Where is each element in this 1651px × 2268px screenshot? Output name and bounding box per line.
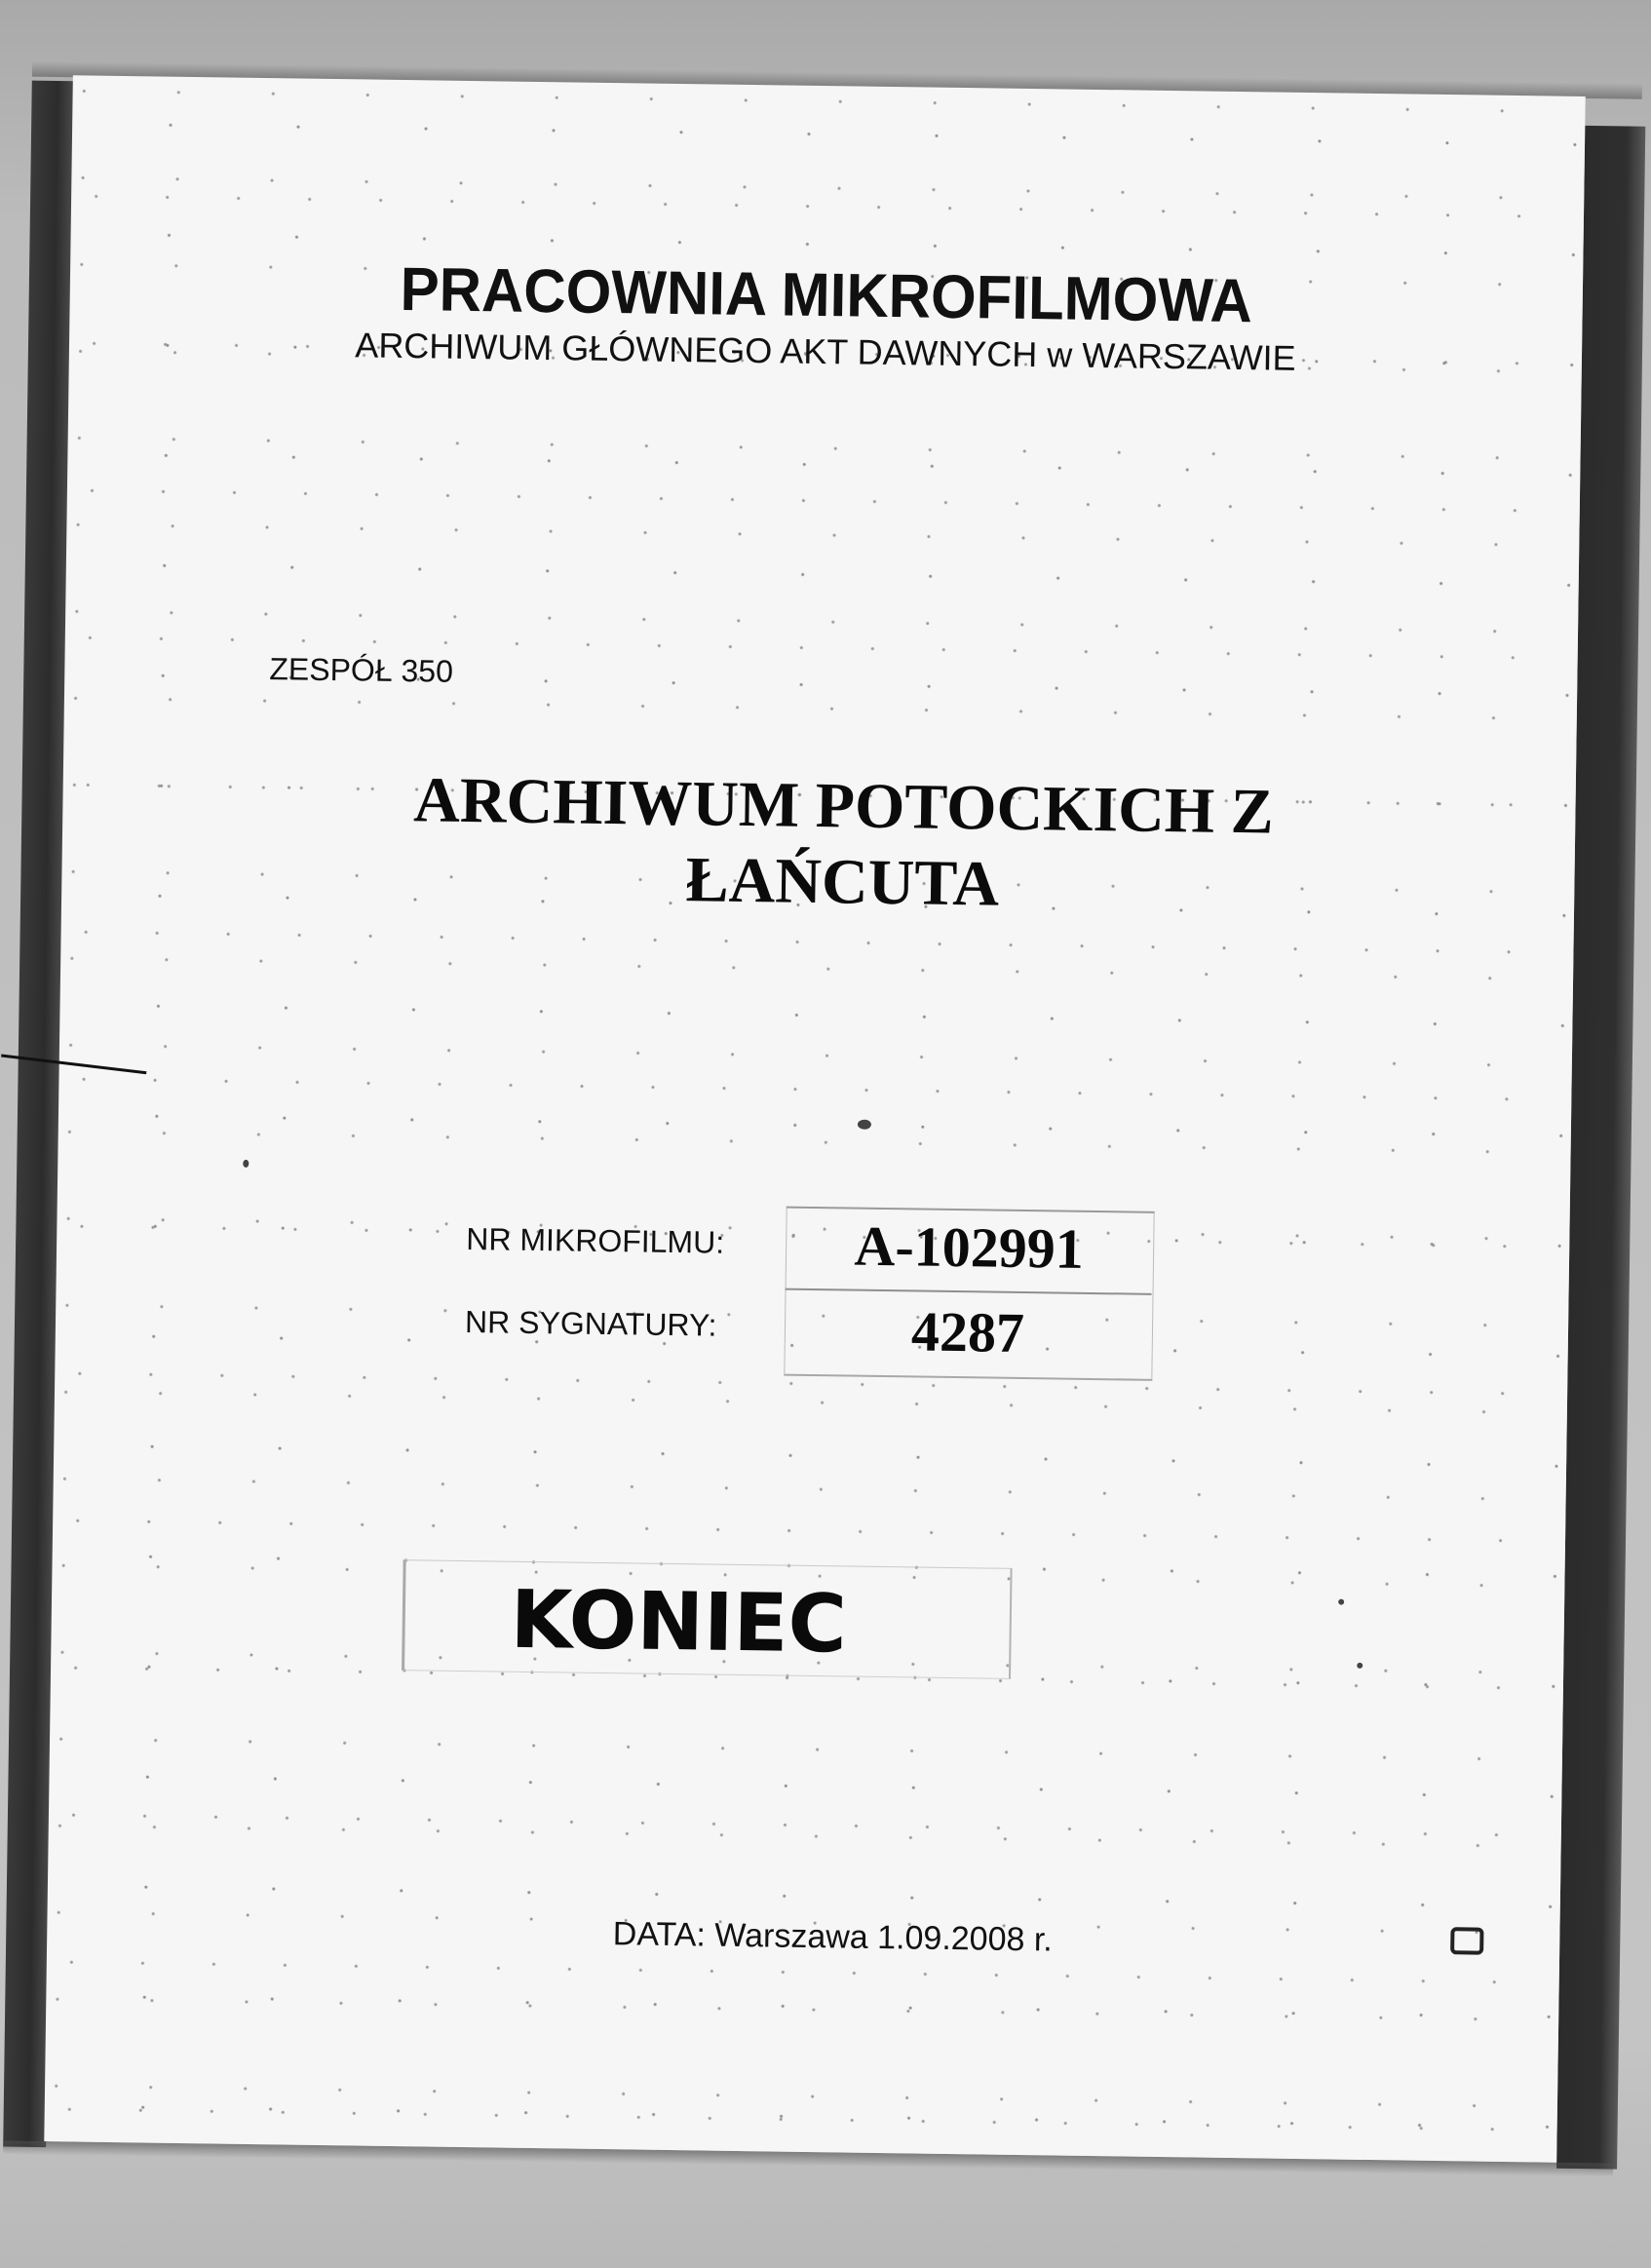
end-marker-box	[402, 1559, 1013, 1679]
signature-value: 4287	[910, 1299, 1025, 1365]
speck-mark	[858, 1120, 871, 1130]
document-sheet-container	[44, 75, 1585, 2162]
microfilm-value: A-102991	[854, 1213, 1085, 1281]
collection-title-line-1: ARCHIWUM POTOCKICH Z	[412, 764, 1275, 848]
speck-mark	[243, 1160, 249, 1168]
collection-title	[61, 757, 1576, 931]
fonds-number: ZESPÓŁ 350	[269, 651, 454, 689]
header-title: PRACOWNIA MIKROFILMOWA	[400, 254, 1253, 335]
speck-mark	[1357, 1663, 1363, 1669]
identifier-table	[464, 1202, 1085, 1367]
microfilm-label: NR MIKROFILMU:	[465, 1221, 725, 1260]
signature-label: NR SYGNATURY:	[464, 1304, 717, 1343]
document-sheet	[44, 75, 1585, 2162]
smudge-mark	[1450, 1927, 1483, 1954]
header-subtitle: ARCHIWUM GŁÓWNEGO AKT DAWNYCH w WARSZAWIE	[355, 325, 1296, 378]
end-marker-label: KONIEC	[510, 1573, 848, 1672]
date-line: DATA: Warszawa 1.09.2008 r.	[612, 1915, 1054, 1959]
speck-mark	[1338, 1599, 1344, 1605]
collection-title-line-2: ŁAŃCUTA	[685, 844, 1000, 920]
microfilm-row	[465, 1202, 1085, 1285]
signature-row	[464, 1285, 1025, 1367]
